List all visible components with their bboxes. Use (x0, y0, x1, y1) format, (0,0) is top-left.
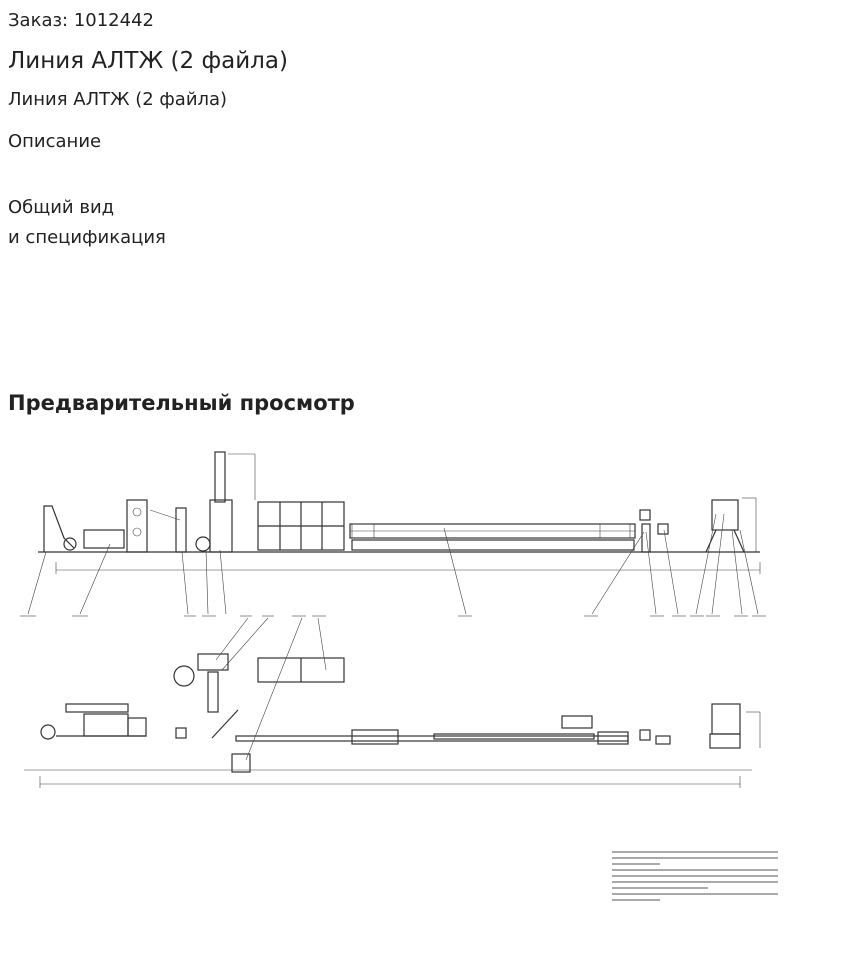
file-description-line-1: Общий вид (8, 197, 115, 218)
file-description (8, 193, 166, 253)
description-label: Описание (8, 131, 102, 152)
page-title: Линия АЛТЖ (2 файла) (8, 48, 288, 74)
side-view-drawing (20, 452, 766, 616)
order-number: Заказ: 1012442 (8, 10, 154, 31)
drawing-notes-block (612, 852, 778, 900)
file-description-line-2: и спецификация (8, 227, 166, 248)
technical-drawing (0, 440, 847, 920)
page-subtitle: Линия АЛТЖ (2 файла) (8, 89, 228, 110)
preview-heading: Предварительный просмотр (8, 391, 355, 415)
plan-view-drawing (24, 618, 760, 788)
drawing-preview-image (0, 440, 847, 920)
